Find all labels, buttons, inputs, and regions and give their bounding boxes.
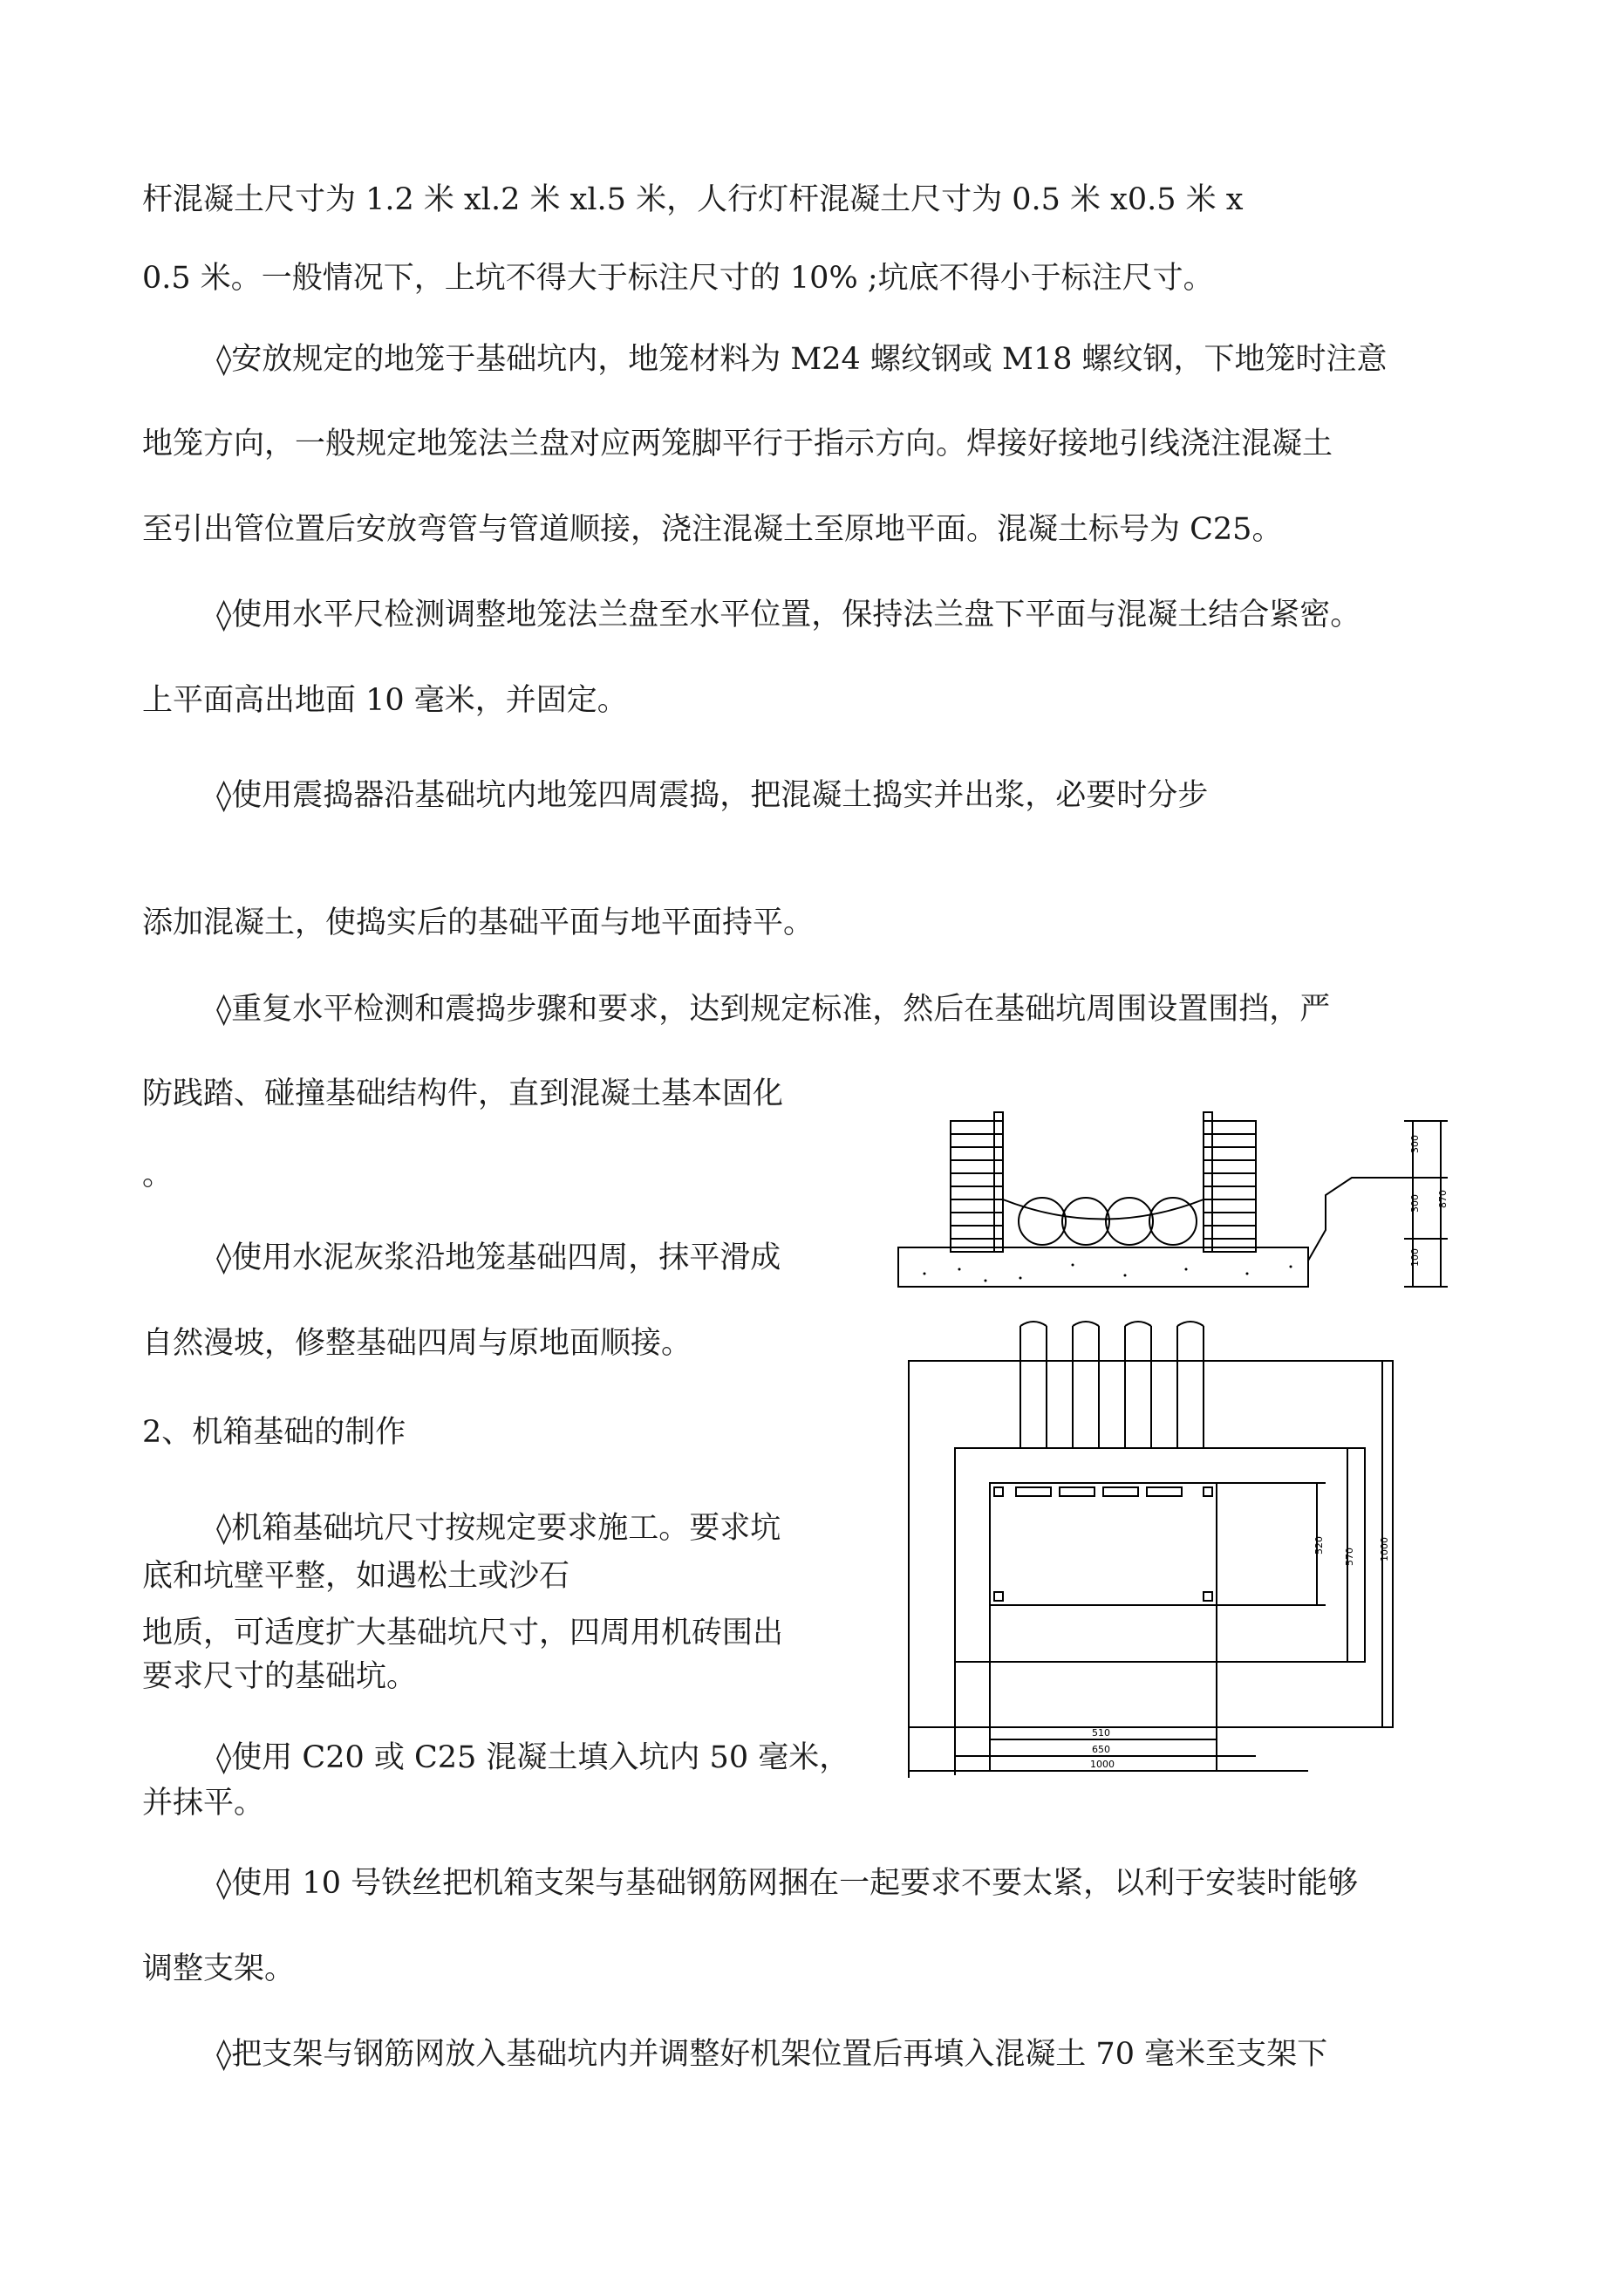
paragraph-line: 上平面高出地面 10 毫米，并固定。 <box>142 683 628 718</box>
paragraph-line: 添加混凝土，使捣实后的基础平面与地平面持平。 <box>142 905 815 940</box>
mid-frame <box>955 1448 1365 1662</box>
paragraph-line: ◊把支架与钢筋网放入基础坑内并调整好机架位置后再填入混凝土 70 毫米至支架下 <box>216 2037 1328 2072</box>
paragraph-line: ◊使用水平尺检测调整地笼法兰盘至水平位置，保持法兰盘下平面与混凝土结合紧密。 <box>216 598 1361 632</box>
pipe <box>1019 1198 1066 1245</box>
paragraph-line: 底和坑壁平整，如遇松土或沙石 <box>142 1559 570 1594</box>
dim-label: 870 <box>1437 1190 1449 1208</box>
paragraph-line: ◊重复水平检测和震捣步骤和要求，达到规定标准，然后在基础坑周围设置围挡，严 <box>216 992 1331 1027</box>
foundation-section-figure <box>898 1108 1509 1300</box>
paragraph-line: 地笼方向，一般规定地笼法兰盘对应两笼脚平行于指示方向。焊接好接地引线浇注混凝土 <box>142 427 1333 461</box>
dim-label: 100 <box>1409 1248 1421 1267</box>
dim-label: 520 <box>1313 1536 1325 1555</box>
paragraph-line: 地质，可适度扩大基础坑尺寸，四周用机砖围出 <box>142 1616 784 1650</box>
dim-label: 570 <box>1344 1548 1355 1566</box>
paragraph-line: 自然漫坡，修整基础四周与原地面顺接。 <box>142 1326 692 1361</box>
inner-frame <box>990 1483 1217 1605</box>
dim-label: 1000 <box>1379 1537 1390 1561</box>
paragraph-line: ◊使用 C20 或 C25 混凝土填入坑内 50 毫米， <box>216 1740 850 1775</box>
dim-label: 510 <box>1092 1727 1110 1739</box>
cabinet-foundation-figure <box>907 1326 1430 1780</box>
base-slab <box>898 1247 1308 1287</box>
paragraph-line: ◊使用 10 号铁丝把机箱支架与基础钢筋网捆在一起要求不要太紧，以利于安装时能够 <box>216 1866 1359 1901</box>
paragraph-line: 调整支架。 <box>142 1951 296 1986</box>
dim-label: 300 <box>1409 1194 1421 1213</box>
paragraph-line: 杆混凝土尺寸为 1.2 米 xl.2 米 xl.5 米，人行灯杆混凝土尺寸为 0.5 米 x0.5 米 x <box>142 182 1244 217</box>
paragraph-line: ◊机箱基础坑尺寸按规定要求施工。要求坑 <box>216 1511 781 1546</box>
paragraph-line: 。 <box>142 1158 174 1192</box>
paragraph-line: 并抹平。 <box>142 1786 265 1821</box>
paragraph-line: 至引出管位置后安放弯管与管道顺接，浇注混凝土至原地平面。混凝土标号为 C25。 <box>142 512 1283 547</box>
dim-label: 650 <box>1092 1744 1110 1755</box>
pipe <box>1062 1198 1109 1245</box>
paragraph-line: 防践踏、碰撞基础结构件，直到混凝土基本固化 <box>142 1076 784 1111</box>
dim-label: 1000 <box>1090 1759 1115 1770</box>
paragraph-line: 0.5 米。一般情况下，上坑不得大于标注尺寸的 10% ;坑底不得小于标注尺寸。 <box>142 261 1214 296</box>
paragraph-line: ◊使用震捣器沿基础坑内地笼四周震捣，把混凝土捣实并出浆，必要时分步 <box>216 778 1209 813</box>
dim-label: 300 <box>1409 1135 1421 1153</box>
section-heading: 2、机箱基础的制作 <box>142 1415 406 1450</box>
pipe <box>1106 1198 1153 1245</box>
paragraph-line: ◊安放规定的地笼于基础坑内，地笼材料为 M24 螺纹钢或 M18 螺纹钢，下地笼时注意 <box>216 342 1388 377</box>
paragraph-line: 要求尺寸的基础坑。 <box>142 1659 418 1694</box>
paragraph-line: ◊使用水泥灰浆沿地笼基础四周，抹平滑成 <box>216 1240 781 1275</box>
